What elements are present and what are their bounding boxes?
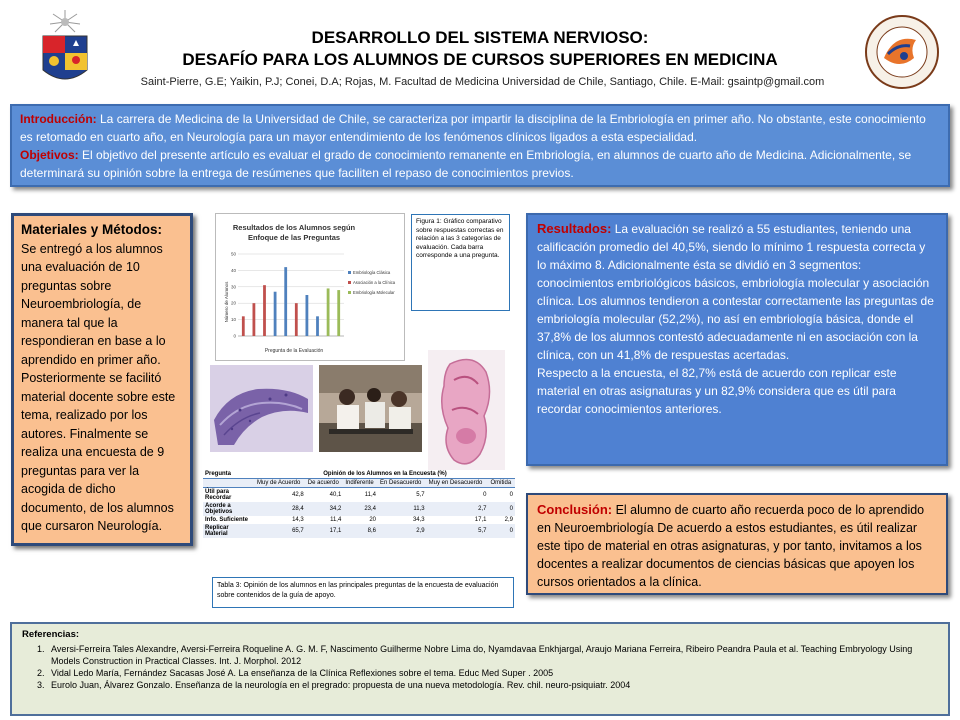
survey-cell: 14,3: [292, 517, 304, 523]
conclusion-label: Conclusión:: [537, 502, 613, 517]
chart-bar: [263, 285, 266, 336]
chart-y-tick-label: 20: [230, 300, 236, 306]
chart-bar: [242, 316, 245, 336]
conclusion-text: El alumno de cuarto año recuerda poco de lo aprendido en Neuroembriología De acuerdo a estos estudiantes, es útil realizar este tipo de material en otras asignaturas, y por tanto, invitamos a los docentes a realizar documentos de ciencias básicas que apoyen los cursos orientados a la clínica.: [537, 503, 925, 589]
survey-row: [203, 488, 515, 503]
chart-bar: [253, 303, 256, 336]
survey-row-label: Útil para Recordar: [205, 489, 232, 501]
survey-cell: 20: [369, 517, 376, 523]
survey-cell: 2,9: [416, 528, 425, 534]
figure-caption-text: Figura 1: Gráfico comparativo sobre respuestas correctas en relación a las 3 categorías de evaluación. Cada barra corresponde a una pregunta.: [416, 218, 504, 259]
laboratory-seal-logo: [864, 14, 940, 90]
survey-cell: 0: [509, 492, 513, 498]
methods-label: Materiales y Métodos:: [21, 222, 163, 237]
survey-cell: 2,7: [478, 506, 487, 512]
chart-bar: [295, 303, 298, 336]
introduction-text: La carrera de Medicina de la Universidad de Chile, se caracteriza por impartir la disciplina de la Embriología en primer año. No obstante, este conocimiento es retomado en cuarto año, en Neurología para un mayor entendimiento de los fenómenos clínicos ligados a esta especialidad.: [20, 112, 926, 144]
references-box: [10, 622, 950, 716]
table-caption-text: Tabla 3: Opinión de los alumnos en las principales preguntas de la encuesta de evaluación sobre contenidos de la guía de apoyo.: [217, 582, 499, 599]
survey-col-header: Muy de Acuerdo: [257, 480, 301, 486]
survey-table: [203, 470, 515, 568]
chart-bar: [274, 292, 277, 336]
results-text-2: Respecto a la encuesta, el 82,7% está de acuerdo con replicar este material en otras asignaturas y un 82,9% considera que es útil para recordar conocimientos anteriores.: [537, 366, 897, 416]
survey-col-header: En Desacuerdo: [380, 480, 422, 486]
chart-y-tick-label: 10: [230, 317, 236, 323]
figure-caption: [411, 214, 510, 311]
survey-row: [203, 516, 515, 524]
introduction-label: Introducción:: [20, 112, 97, 126]
chart-title-line-2: Enfoque de las Preguntas: [247, 233, 341, 242]
objectives-label: Objetivos:: [20, 148, 79, 162]
references-label: Referencias:: [22, 629, 80, 640]
survey-cell: 0: [483, 492, 487, 498]
reference-item: 3. Eurolo Juan, Álvarez Gonzalo. Enseñanza de la neurología en el pregrado: propuesta de una nueva metodología. Rev. chil. neuro-psiquiatr. 2004: [47, 679, 938, 691]
survey-cell: 34,2: [329, 506, 342, 512]
students-photo: [319, 365, 422, 452]
results-box: [526, 213, 948, 466]
chart-x-axis-label: Pregunta de la Evaluación: [264, 348, 324, 354]
authors-line: Saint-Pierre, G.E; Yaikin, P.J; Conei, D.A; Rojas, M. Facultad de Medicina Universidad de Chile, Santiago, Chile. E-Mail: gsaintp@gmail.com: [140, 76, 825, 88]
survey-col-header: Muy en Desacuerdo: [428, 480, 483, 486]
survey-table-grid: [203, 470, 515, 538]
chart-legend-swatch: [348, 291, 351, 294]
chart-y-tick-label: 30: [230, 284, 236, 290]
objectives-text: El objetivo del presente artículo es evaluar el grado de conocimiento remanente en Embriología, en alumnos de cuarto año de Medicina. Adicionalmente, se determinará su opinión sobre la entrega de resúmenes que faciliten el repaso de conocimientos previos.: [20, 148, 912, 180]
survey-cell: 17,1: [329, 528, 342, 534]
poster-title: [120, 28, 840, 70]
methods-box: [11, 213, 193, 546]
results-text-1: La evaluación se realizó a 55 estudiantes, teniendo una calificación promedio del 40,5%, siendo lo mínimo 1 respuesta correcta y lo máximo 8. Adicionalmente ésta se dividió en 3 segmentos: conocimientos embriológicos básicos, embriología molecular y asociación clínica. Los alumnos tendieron a contestar correctamente las preguntas de embriología molecular (52,2%), no así en embriología básica, donde el 37,8% de los alumnos contestó adecuadamente ni en asociación con la clínica, con un 41,8% de respuestas acertadas.: [537, 222, 934, 362]
survey-cell: 8,6: [367, 528, 376, 534]
reference-item: 1. Aversi-Ferreira Tales Alexandre, Aversi-Ferreira Roqueline A. G. M. F, Nascimento Guilherme Nobre Lima do, Nyamdavaa Enkhjargal, Araujo Mariana Ferreira, Ribeiro Peandra Paula et al. Teaching Embryology Using Models Construction in Practical Classes. Int. J. Morphol. 2012: [47, 643, 938, 667]
survey-cell: 11,4: [330, 517, 342, 523]
chart-y-tick-label: 40: [230, 267, 236, 273]
embryo-image: [428, 350, 505, 475]
survey-cell: 28,4: [292, 506, 304, 512]
survey-col-header: Indiferente: [345, 480, 374, 486]
survey-row: [203, 524, 515, 538]
chart-bar: [337, 290, 340, 336]
references-list: [22, 643, 938, 691]
chart-legend-label: Embriología Clásica: [353, 270, 391, 275]
survey-row-label: Info. Suficiente: [205, 517, 249, 523]
survey-cell: 0: [509, 528, 513, 534]
conclusion-box: [526, 493, 948, 595]
reference-item: 2. Vidal Ledo María, Fernández Sacasas José A. La enseñanza de la Clínica Reflexiones sobre el tema. Educ Med Super . 2005: [47, 667, 938, 679]
introduction-box: [10, 104, 950, 187]
chart-y-tick-label: 0: [233, 333, 236, 339]
survey-cell: 0: [509, 506, 513, 512]
survey-header-row: [203, 479, 515, 488]
chart-y-axis-label: Número de Alumnos: [224, 281, 229, 323]
survey-cell: 11,4: [364, 492, 376, 498]
survey-cell: 65,7: [292, 528, 304, 534]
chart-bar: [306, 295, 309, 336]
survey-cell: 2,9: [504, 517, 513, 523]
survey-cell: 11,3: [413, 506, 425, 512]
title-line-2: DESAFÍO PARA LOS ALUMNOS DE CURSOS SUPERIORES EN MEDICINA: [182, 50, 778, 69]
results-label: Resultados:: [537, 221, 612, 236]
survey-cell: 42,8: [292, 492, 304, 498]
survey-row: [203, 502, 515, 516]
survey-group-title: Opinión de los Alumnos en la Encuesta (%): [323, 471, 447, 477]
chart-legend-label: Asociación a la Clínica: [353, 280, 396, 285]
chart-bar: [284, 267, 287, 336]
survey-cell: 40,1: [329, 492, 342, 498]
histology-image: [210, 365, 313, 452]
table-caption: [212, 577, 514, 608]
chart-y-tick-label: 50: [230, 251, 236, 257]
survey-cell: 23,4: [364, 506, 376, 512]
survey-cell: 5,7: [478, 528, 487, 534]
university-crest-logo: [35, 8, 95, 90]
survey-col-header: Omitida: [490, 480, 512, 486]
chart-title-line-1: Resultados de los Alumnos según: [232, 223, 356, 232]
survey-col-question: Pregunta: [205, 471, 232, 477]
chart-svg: [216, 214, 404, 360]
survey-row-label: Acorde a Objetivos: [205, 503, 233, 515]
chart-bar: [316, 316, 319, 336]
methods-text: Se entregó a los alumnos una evaluación de 10 preguntas sobre Neuroembriología, de manera tal que la respondieran en base a lo aprendido en primer año. Posteriormente se facilitó material docente sobre este tema, realizado por los autores. Finalmente se realiza una encuesta de 9 preguntas para ver la acogida de dicho documento, de los alumnos que cursaron Neurología.: [21, 241, 176, 533]
survey-cell: 34,3: [412, 517, 425, 523]
results-chart: [215, 213, 405, 361]
title-line-1: DESARROLLO DEL SISTEMA NERVIOSO:: [311, 28, 649, 47]
chart-bar: [327, 288, 330, 336]
chart-legend-swatch: [348, 271, 351, 274]
survey-cell: 5,7: [416, 492, 425, 498]
survey-col-header: De acuerdo: [307, 480, 339, 486]
chart-legend-swatch: [348, 281, 351, 284]
survey-row-label: Replicar Material: [205, 525, 229, 537]
survey-cell: 17,1: [474, 517, 487, 523]
chart-legend-label: Embriología Molecular: [353, 290, 395, 295]
